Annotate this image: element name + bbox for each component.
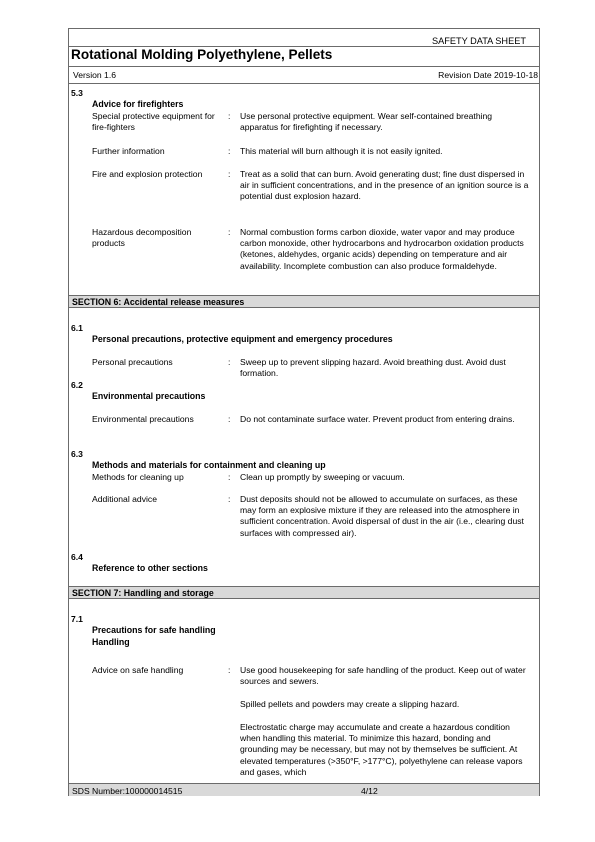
subsection-title: Methods and materials for containment and cleaning up (92, 460, 326, 470)
field-value: Dust deposits should not be allowed to accumulate on surfaces, as these may form an explosive mixture if they are released into the atmosphere in sufficient concentration. Avoid dispersal of dust in the air (i.e., clearing dust surfaces with compressed air). (240, 494, 524, 538)
field-value: Clean up promptly by sweeping or vacuum. (240, 472, 405, 482)
field-value: Treat as a solid that can burn. Avoid generating dust; fine dust dispersed in air in sufficient concentrations, and in the presence of an ignition source is a potential dust explosion hazard. (240, 169, 529, 202)
colon: : (228, 472, 231, 482)
colon: : (228, 111, 231, 121)
divider (68, 83, 540, 84)
colon: : (228, 357, 231, 367)
colon: : (228, 665, 231, 675)
field-label: Advice on safe handling (92, 665, 184, 675)
section-6-header (69, 295, 539, 308)
field-label: Additional advice (92, 494, 157, 504)
field-value: Normal combustion forms carbon dioxide, water vapor and may produce carbon monoxide, other hydrocarbons and hydrocarbon oxidation products (ketones, aldehydes, organic acids) depending on temperature and air availability. Incomplete combustion can also produce formaldehyde. (240, 227, 524, 271)
field-label: Methods for cleaning up (92, 472, 184, 482)
subsection-title: Precautions for safe handling (92, 625, 216, 635)
field-value: Electrostatic charge may accumulate and create a hazardous condition when handling this material. To minimize this hazard, bonding and grounding may be necessary, but may not by themselves be sufficient. At elevated temperatures (>350°F, >177°C), polyethylene can release vapors and gases, which (240, 722, 523, 777)
field-value: This material will burn although it is not easily ignited. (240, 146, 443, 156)
field-label: Fire and explosion protection (92, 169, 203, 179)
page-footer (69, 783, 539, 796)
field-label: Environmental precautions (92, 414, 194, 424)
section-number: 7.1 (71, 614, 83, 624)
field-value: Use personal protective equipment. Wear self-contained breathing apparatus for firefighting if necessary. (240, 111, 493, 133)
subsection-title: Advice for firefighters (92, 99, 184, 109)
section-number: 6.1 (71, 323, 83, 333)
subsection-title: Reference to other sections (92, 563, 208, 573)
subsection-title: Personal precautions, protective equipment and emergency procedures (92, 334, 393, 344)
page-number: 4/12 (361, 786, 378, 796)
revision-date: Revision Date 2019-10-18 (438, 70, 538, 80)
section-6-title: SECTION 6: Accidental release measures (72, 297, 245, 307)
section-number: 6.4 (71, 552, 83, 562)
section-number: 6.3 (71, 449, 83, 459)
colon: : (228, 169, 231, 179)
field-value: Do not contaminate surface water. Prevent product from entering drains. (240, 414, 515, 424)
field-value: Spilled pellets and powders may create a slipping hazard. (240, 699, 460, 709)
field-label: Personal precautions (92, 357, 173, 367)
section-7-header (69, 586, 539, 599)
section-number: 5.3 (71, 88, 83, 98)
divider (68, 66, 540, 67)
sds-number: SDS Number:100000014515 (72, 786, 183, 796)
version: Version 1.6 (73, 70, 116, 80)
field-value: Use good housekeeping for safe handling of the product. Keep out of water sources and sewers. (240, 665, 526, 687)
document-title: Rotational Molding Polyethylene, Pellets (71, 47, 333, 62)
field-label: Special protective equipment for fire-fighters (92, 111, 215, 133)
document-type: SAFETY DATA SHEET (432, 36, 526, 46)
field-label: Further information (92, 146, 165, 156)
field-label: Hazardous decomposition products (92, 227, 192, 249)
colon: : (228, 227, 231, 237)
colon: : (228, 494, 231, 504)
section-7-title: SECTION 7: Handling and storage (72, 588, 214, 598)
section-number: 6.2 (71, 380, 83, 390)
subsection-title: Environmental precautions (92, 391, 206, 401)
field-value: Sweep up to prevent slipping hazard. Avoid breathing dust. Avoid dust formation. (240, 357, 506, 379)
colon: : (228, 414, 231, 424)
colon: : (228, 146, 231, 156)
subsection-subtitle: Handling (92, 637, 130, 647)
